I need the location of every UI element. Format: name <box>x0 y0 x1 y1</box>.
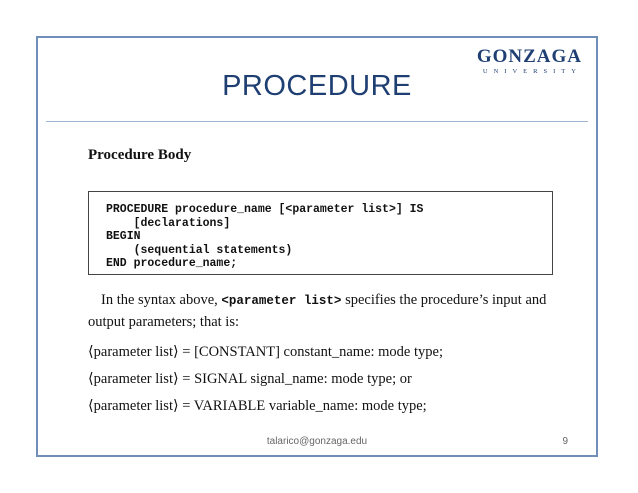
code-line: PROCEDURE procedure_name [<parameter list>] IS <box>106 203 424 216</box>
footer-email: talarico@gonzaga.edu <box>266 436 368 447</box>
title-divider <box>46 121 588 122</box>
body-text <box>88 290 568 417</box>
code-block <box>88 191 553 275</box>
slide-title: PROCEDURE <box>222 70 412 102</box>
definition-lhs: ⟨parameter list⟩ = <box>88 371 195 387</box>
parameter-list-code: <parameter list> <box>221 294 342 308</box>
slide <box>36 36 598 457</box>
section-heading: Procedure Body <box>88 147 192 163</box>
definition-rest: signal_name: mode type; or <box>246 371 412 387</box>
code-line: [declarations] <box>106 216 231 230</box>
definition-keyword: [CONSTANT] <box>194 344 280 360</box>
definition-keyword: SIGNAL <box>194 371 247 387</box>
syntax-paragraph <box>88 290 568 333</box>
logo-name: GONZAGA <box>476 46 582 67</box>
definition-line <box>88 369 568 390</box>
definition-lhs: ⟨parameter list⟩ = <box>88 344 195 360</box>
syntax-suffix: specifies the procedure’s input and output parameters; that is: <box>88 292 547 330</box>
definition-line <box>88 396 568 417</box>
code-line: BEGIN <box>106 230 141 243</box>
definition-rest: variable_name: mode type; <box>265 398 427 414</box>
definition-lhs: ⟨parameter list⟩ = <box>88 398 194 414</box>
logo-subtitle: UNIVERSITY <box>482 68 582 75</box>
code-line: END procedure_name; <box>106 257 238 270</box>
page-number: 9 <box>562 436 568 447</box>
definition-rest: constant_name: mode type; <box>279 344 443 360</box>
definition-keyword: VARIABLE <box>193 398 266 414</box>
syntax-prefix: In the syntax above, <box>101 292 222 308</box>
code-line: (sequential statements) <box>106 243 293 257</box>
definition-line <box>88 342 568 363</box>
